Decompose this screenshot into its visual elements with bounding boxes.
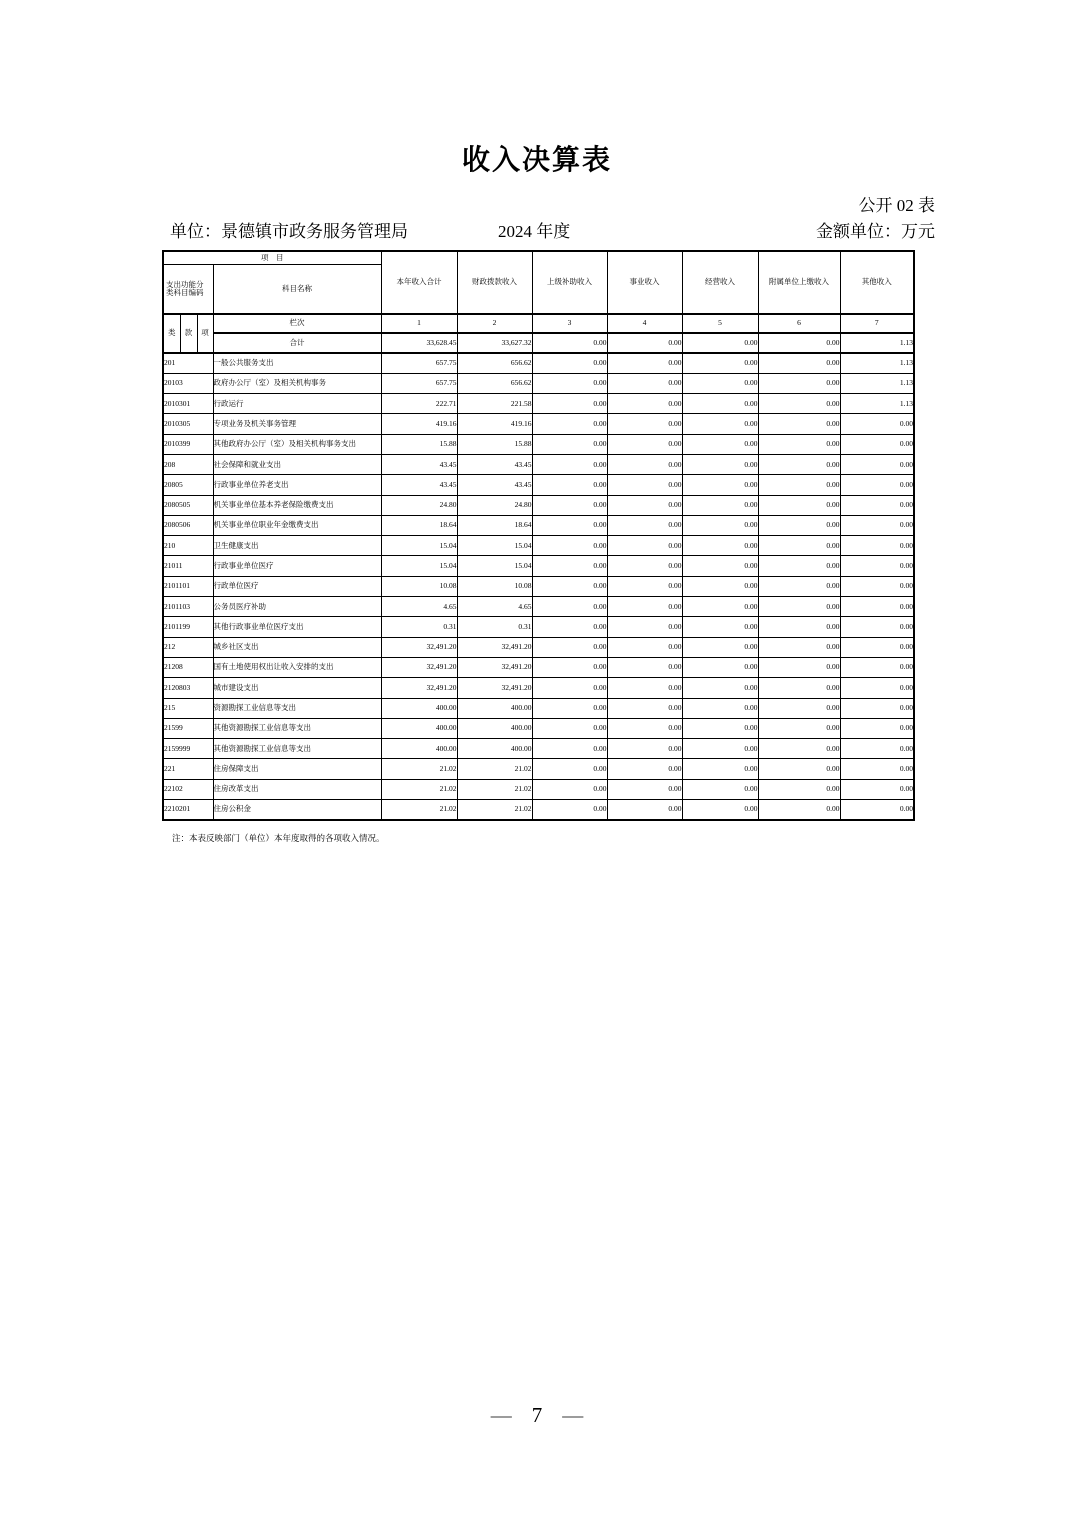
table-header — [163, 251, 914, 353]
code-header-line1: 支出功能分 — [166, 279, 204, 289]
row-value: 21.02 — [381, 800, 457, 820]
row-value: 0.00 — [532, 718, 607, 738]
page-title: 收入决算表 — [461, 144, 612, 175]
row-value: 43.45 — [457, 475, 532, 495]
total-value: 0.00 — [758, 333, 840, 353]
row-code: 2101103 — [163, 597, 213, 617]
row-value: 32,491.20 — [381, 678, 457, 698]
row-value: 0.00 — [840, 515, 914, 535]
row-value: 0.00 — [682, 617, 758, 637]
row-value: 0.00 — [758, 495, 840, 515]
col-index-3: 3 — [532, 314, 607, 333]
row-value: 4.65 — [381, 597, 457, 617]
row-subject-name: 一般公共服务支出 — [213, 353, 381, 373]
row-value: 0.00 — [532, 556, 607, 576]
col-index-4: 4 — [607, 314, 682, 333]
row-value: 0.00 — [682, 353, 758, 373]
row-value: 0.00 — [607, 657, 682, 677]
row-value: 0.00 — [532, 414, 607, 434]
row-subject-name: 住房公积金 — [213, 800, 381, 820]
table-row — [163, 414, 914, 434]
row-subject-name: 行政事业单位医疗 — [213, 556, 381, 576]
row-value: 0.00 — [532, 515, 607, 535]
col-header-operating-income: 事业收入 — [607, 251, 682, 314]
row-value: 0.00 — [682, 637, 758, 657]
table-row — [163, 800, 914, 820]
row-value: 0.00 — [532, 800, 607, 820]
row-value: 0.00 — [840, 698, 914, 718]
row-subject-name: 资源勘探工业信息等支出 — [213, 698, 381, 718]
row-value: 10.08 — [381, 576, 457, 596]
row-subject-name: 其他政府办公厅（室）及相关机构事务支出 — [213, 434, 381, 454]
total-row-label: 合计 — [213, 333, 381, 353]
table-row — [163, 657, 914, 677]
public-table-code-label: 公开 02 表 — [858, 196, 935, 215]
row-value: 0.00 — [758, 353, 840, 373]
row-value: 0.00 — [532, 617, 607, 637]
unit-label: 单位：景德镇市政务服务管理局 — [170, 222, 408, 241]
row-value: 656.62 — [457, 373, 532, 393]
row-value: 0.00 — [840, 637, 914, 657]
total-value: 33,628.45 — [381, 333, 457, 353]
row-value: 21.02 — [457, 800, 532, 820]
row-value: 0.00 — [758, 657, 840, 677]
row-value: 0.00 — [607, 759, 682, 779]
row-value: 0.00 — [682, 678, 758, 698]
row-value: 15.88 — [381, 434, 457, 454]
row-value: 419.16 — [457, 414, 532, 434]
row-value: 0.00 — [840, 454, 914, 474]
row-value: 0.00 — [607, 779, 682, 799]
row-value: 0.00 — [532, 678, 607, 698]
table-row — [163, 556, 914, 576]
row-value: 0.00 — [758, 617, 840, 637]
row-subject-name: 行政事业单位养老支出 — [213, 475, 381, 495]
row-code: 2010301 — [163, 394, 213, 414]
row-value: 0.00 — [607, 617, 682, 637]
row-value: 0.00 — [607, 698, 682, 718]
row-value: 0.00 — [840, 718, 914, 738]
row-code: 22102 — [163, 779, 213, 799]
row-subject-name: 行政运行 — [213, 394, 381, 414]
row-value: 0.00 — [840, 617, 914, 637]
col-header-affiliated-unit-income: 附属单位上缴收入 — [758, 251, 840, 314]
row-value: 1.13 — [840, 394, 914, 414]
row-value: 0.00 — [607, 678, 682, 698]
row-value: 0.00 — [682, 373, 758, 393]
row-value: 0.00 — [607, 536, 682, 556]
code-sub-header-category: 类 — [163, 314, 180, 353]
row-value: 0.00 — [840, 475, 914, 495]
total-value: 0.00 — [682, 333, 758, 353]
row-value: 0.00 — [840, 678, 914, 698]
row-value: 0.00 — [682, 434, 758, 454]
row-value: 0.00 — [682, 718, 758, 738]
table-row — [163, 394, 914, 414]
subject-name-header: 科目名称 — [213, 264, 381, 314]
row-subject-name: 社会保障和就业支出 — [213, 454, 381, 474]
row-value: 0.00 — [758, 739, 840, 759]
row-value: 0.00 — [758, 698, 840, 718]
row-value: 0.00 — [682, 495, 758, 515]
row-value: 0.00 — [682, 759, 758, 779]
row-code: 2101101 — [163, 576, 213, 596]
code-header-line2: 类科目编码 — [166, 287, 204, 297]
col-index-5: 5 — [682, 314, 758, 333]
table-row — [163, 779, 914, 799]
row-subject-name: 行政单位医疗 — [213, 576, 381, 596]
row-value: 10.08 — [457, 576, 532, 596]
row-subject-name: 住房保障支出 — [213, 759, 381, 779]
table-row — [163, 536, 914, 556]
row-subject-name: 卫生健康支出 — [213, 536, 381, 556]
row-value: 0.31 — [381, 617, 457, 637]
row-value: 18.64 — [381, 515, 457, 535]
table-note: 注：本表反映部门（单位）本年度取得的各项收入情况。 — [172, 833, 385, 843]
row-subject-name: 公务员医疗补助 — [213, 597, 381, 617]
code-sub-header-section: 款 — [180, 314, 197, 353]
row-value: 15.04 — [457, 556, 532, 576]
row-value: 4.65 — [457, 597, 532, 617]
row-value: 657.75 — [381, 373, 457, 393]
row-code: 221 — [163, 759, 213, 779]
row-value: 0.00 — [758, 800, 840, 820]
row-value: 0.00 — [758, 718, 840, 738]
row-value: 0.00 — [840, 800, 914, 820]
row-code: 212 — [163, 637, 213, 657]
col-header-other-income: 其他收入 — [840, 251, 914, 314]
row-value: 0.00 — [607, 515, 682, 535]
row-value: 0.00 — [758, 678, 840, 698]
row-value: 0.00 — [682, 515, 758, 535]
row-subject-name: 其他资源勘探工业信息等支出 — [213, 718, 381, 738]
row-value: 1.13 — [840, 373, 914, 393]
income-statement-table — [162, 250, 915, 821]
expense-function-code-header — [163, 264, 213, 314]
row-value: 32,491.20 — [381, 637, 457, 657]
row-code: 2101199 — [163, 617, 213, 637]
total-value: 0.00 — [532, 333, 607, 353]
page-footer — [0, 1403, 1074, 1428]
fiscal-year-label: 2024 年度 — [498, 222, 571, 241]
row-value: 0.00 — [532, 454, 607, 474]
row-value: 0.00 — [682, 536, 758, 556]
row-value: 24.80 — [381, 495, 457, 515]
table-row — [163, 617, 914, 637]
row-subject-name: 其他行政事业单位医疗支出 — [213, 617, 381, 637]
row-value: 0.00 — [532, 353, 607, 373]
row-value: 0.00 — [532, 394, 607, 414]
row-value: 0.00 — [758, 414, 840, 434]
row-value: 21.02 — [381, 779, 457, 799]
row-value: 400.00 — [457, 698, 532, 718]
row-code: 21208 — [163, 657, 213, 677]
row-value: 0.00 — [840, 556, 914, 576]
row-value: 0.00 — [682, 394, 758, 414]
row-code: 20103 — [163, 373, 213, 393]
row-code: 2159999 — [163, 739, 213, 759]
row-value: 15.88 — [457, 434, 532, 454]
row-value: 21.02 — [457, 779, 532, 799]
row-value: 0.00 — [607, 475, 682, 495]
row-value: 15.04 — [381, 556, 457, 576]
row-value: 0.00 — [840, 739, 914, 759]
row-value: 0.00 — [682, 454, 758, 474]
row-subject-name: 国有土地使用权出让收入安排的支出 — [213, 657, 381, 677]
row-value: 656.62 — [457, 353, 532, 373]
row-value: 0.00 — [532, 597, 607, 617]
row-value: 32,491.20 — [381, 657, 457, 677]
row-value: 0.00 — [682, 779, 758, 799]
row-subject-name: 机关事业单位职业年金缴费支出 — [213, 515, 381, 535]
row-subject-name: 其他资源勘探工业信息等支出 — [213, 739, 381, 759]
row-value: 400.00 — [381, 718, 457, 738]
col-index-1: 1 — [381, 314, 457, 333]
row-value: 0.00 — [532, 576, 607, 596]
col-index-2: 2 — [457, 314, 532, 333]
row-value: 0.00 — [840, 495, 914, 515]
row-value: 0.00 — [607, 495, 682, 515]
row-value: 0.00 — [840, 597, 914, 617]
row-value: 0.00 — [758, 556, 840, 576]
row-value: 0.00 — [607, 394, 682, 414]
row-value: 32,491.20 — [457, 637, 532, 657]
row-value: 0.31 — [457, 617, 532, 637]
row-code: 208 — [163, 454, 213, 474]
table-row — [163, 454, 914, 474]
row-code: 201 — [163, 353, 213, 373]
row-value: 0.00 — [607, 556, 682, 576]
row-value: 0.00 — [758, 394, 840, 414]
row-value: 21.02 — [381, 759, 457, 779]
row-value: 0.00 — [682, 576, 758, 596]
item-group-header: 项 目 — [163, 251, 381, 264]
row-value: 400.00 — [381, 698, 457, 718]
row-value: 0.00 — [758, 454, 840, 474]
row-value: 0.00 — [532, 475, 607, 495]
table-body — [163, 353, 914, 820]
row-value: 43.45 — [381, 475, 457, 495]
col-header-fiscal-appropriation: 财政拨款收入 — [457, 251, 532, 314]
col-index-6: 6 — [758, 314, 840, 333]
row-value: 15.04 — [457, 536, 532, 556]
row-value: 0.00 — [840, 657, 914, 677]
row-code: 2210201 — [163, 800, 213, 820]
row-value: 0.00 — [758, 434, 840, 454]
code-sub-header-item: 项 — [197, 314, 213, 353]
row-value: 0.00 — [532, 739, 607, 759]
row-index-label: 栏次 — [213, 314, 381, 333]
row-code: 2010305 — [163, 414, 213, 434]
row-value: 0.00 — [682, 800, 758, 820]
table-row — [163, 515, 914, 535]
footer-right-dash: — — [562, 1403, 584, 1427]
row-value: 0.00 — [607, 414, 682, 434]
footer-left-dash: — — [490, 1403, 512, 1427]
row-value: 0.00 — [758, 779, 840, 799]
row-value: 0.00 — [532, 759, 607, 779]
row-value: 0.00 — [532, 536, 607, 556]
row-code: 2010399 — [163, 434, 213, 454]
row-value: 0.00 — [758, 759, 840, 779]
row-value: 0.00 — [758, 576, 840, 596]
row-code: 2120803 — [163, 678, 213, 698]
row-code: 20805 — [163, 475, 213, 495]
row-value: 0.00 — [758, 536, 840, 556]
row-value: 0.00 — [758, 373, 840, 393]
total-value: 33,627.32 — [457, 333, 532, 353]
row-value: 0.00 — [840, 759, 914, 779]
row-value: 0.00 — [532, 698, 607, 718]
row-value: 0.00 — [607, 434, 682, 454]
row-value: 400.00 — [381, 739, 457, 759]
table-row — [163, 495, 914, 515]
row-value: 0.00 — [607, 800, 682, 820]
row-value: 18.64 — [457, 515, 532, 535]
row-code: 2080505 — [163, 495, 213, 515]
row-subject-name: 政府办公厅（室）及相关机构事务 — [213, 373, 381, 393]
row-value: 43.45 — [381, 454, 457, 474]
row-value: 43.45 — [457, 454, 532, 474]
expense-function-code-header-lines — [164, 276, 213, 303]
row-value: 0.00 — [682, 698, 758, 718]
row-code: 21599 — [163, 718, 213, 738]
row-subject-name: 专项业务及机关事务管理 — [213, 414, 381, 434]
table-meta-row — [162, 217, 935, 239]
row-value: 0.00 — [607, 718, 682, 738]
col-header-business-income: 经营收入 — [682, 251, 758, 314]
table-row — [163, 434, 914, 454]
table-row — [163, 373, 914, 393]
row-value: 0.00 — [840, 576, 914, 596]
row-value: 0.00 — [758, 637, 840, 657]
row-value: 0.00 — [682, 597, 758, 617]
row-value: 0.00 — [682, 556, 758, 576]
total-value: 1.13 — [840, 333, 914, 353]
row-value: 221.58 — [457, 394, 532, 414]
row-value: 32,491.20 — [457, 678, 532, 698]
row-value: 0.00 — [840, 434, 914, 454]
row-value: 0.00 — [532, 779, 607, 799]
row-value: 0.00 — [840, 779, 914, 799]
row-value: 21.02 — [457, 759, 532, 779]
row-subject-name: 住房改革支出 — [213, 779, 381, 799]
amount-unit-label: 金额单位：万元 — [816, 222, 935, 241]
row-value: 0.00 — [607, 576, 682, 596]
table-row — [163, 678, 914, 698]
row-value: 0.00 — [758, 475, 840, 495]
table-row — [163, 759, 914, 779]
row-value: 0.00 — [532, 657, 607, 677]
total-row — [163, 333, 914, 353]
row-value: 0.00 — [607, 597, 682, 617]
row-value: 0.00 — [840, 414, 914, 434]
table-row — [163, 698, 914, 718]
col-header-superior-subsidy: 上级补助收入 — [532, 251, 607, 314]
row-code: 210 — [163, 536, 213, 556]
row-value: 24.80 — [457, 495, 532, 515]
row-value: 400.00 — [457, 718, 532, 738]
row-value: 0.00 — [607, 637, 682, 657]
row-value: 0.00 — [607, 739, 682, 759]
row-subject-name: 机关事业单位基本养老保险缴费支出 — [213, 495, 381, 515]
row-value: 0.00 — [840, 536, 914, 556]
row-value: 0.00 — [532, 373, 607, 393]
row-value: 0.00 — [607, 353, 682, 373]
table-row — [163, 576, 914, 596]
row-value: 0.00 — [607, 454, 682, 474]
row-value: 0.00 — [682, 739, 758, 759]
row-value: 222.71 — [381, 394, 457, 414]
row-value: 657.75 — [381, 353, 457, 373]
header-row-item-group — [163, 251, 914, 264]
row-value: 0.00 — [532, 434, 607, 454]
row-subject-name: 城乡社区支出 — [213, 637, 381, 657]
row-value: 0.00 — [758, 515, 840, 535]
row-code: 2080506 — [163, 515, 213, 535]
row-value: 0.00 — [532, 637, 607, 657]
row-value: 0.00 — [532, 495, 607, 515]
row-value: 0.00 — [607, 373, 682, 393]
table-row — [163, 475, 914, 495]
row-value: 400.00 — [457, 739, 532, 759]
row-value: 0.00 — [682, 475, 758, 495]
table-row — [163, 597, 914, 617]
row-value: 419.16 — [381, 414, 457, 434]
col-header-total-income: 本年收入合计 — [381, 251, 457, 314]
row-code: 215 — [163, 698, 213, 718]
row-value: 0.00 — [682, 414, 758, 434]
row-value: 0.00 — [758, 597, 840, 617]
table-row — [163, 739, 914, 759]
page-number: 7 — [531, 1403, 543, 1427]
row-subject-name: 城市建设支出 — [213, 678, 381, 698]
col-index-7: 7 — [840, 314, 914, 333]
total-value: 0.00 — [607, 333, 682, 353]
table-row — [163, 637, 914, 657]
row-value: 0.00 — [682, 657, 758, 677]
row-value: 1.13 — [840, 353, 914, 373]
table-row — [163, 353, 914, 373]
row-value: 32,491.20 — [457, 657, 532, 677]
row-code: 21011 — [163, 556, 213, 576]
row-value: 15.04 — [381, 536, 457, 556]
header-row-index — [163, 314, 914, 333]
table-row — [163, 718, 914, 738]
